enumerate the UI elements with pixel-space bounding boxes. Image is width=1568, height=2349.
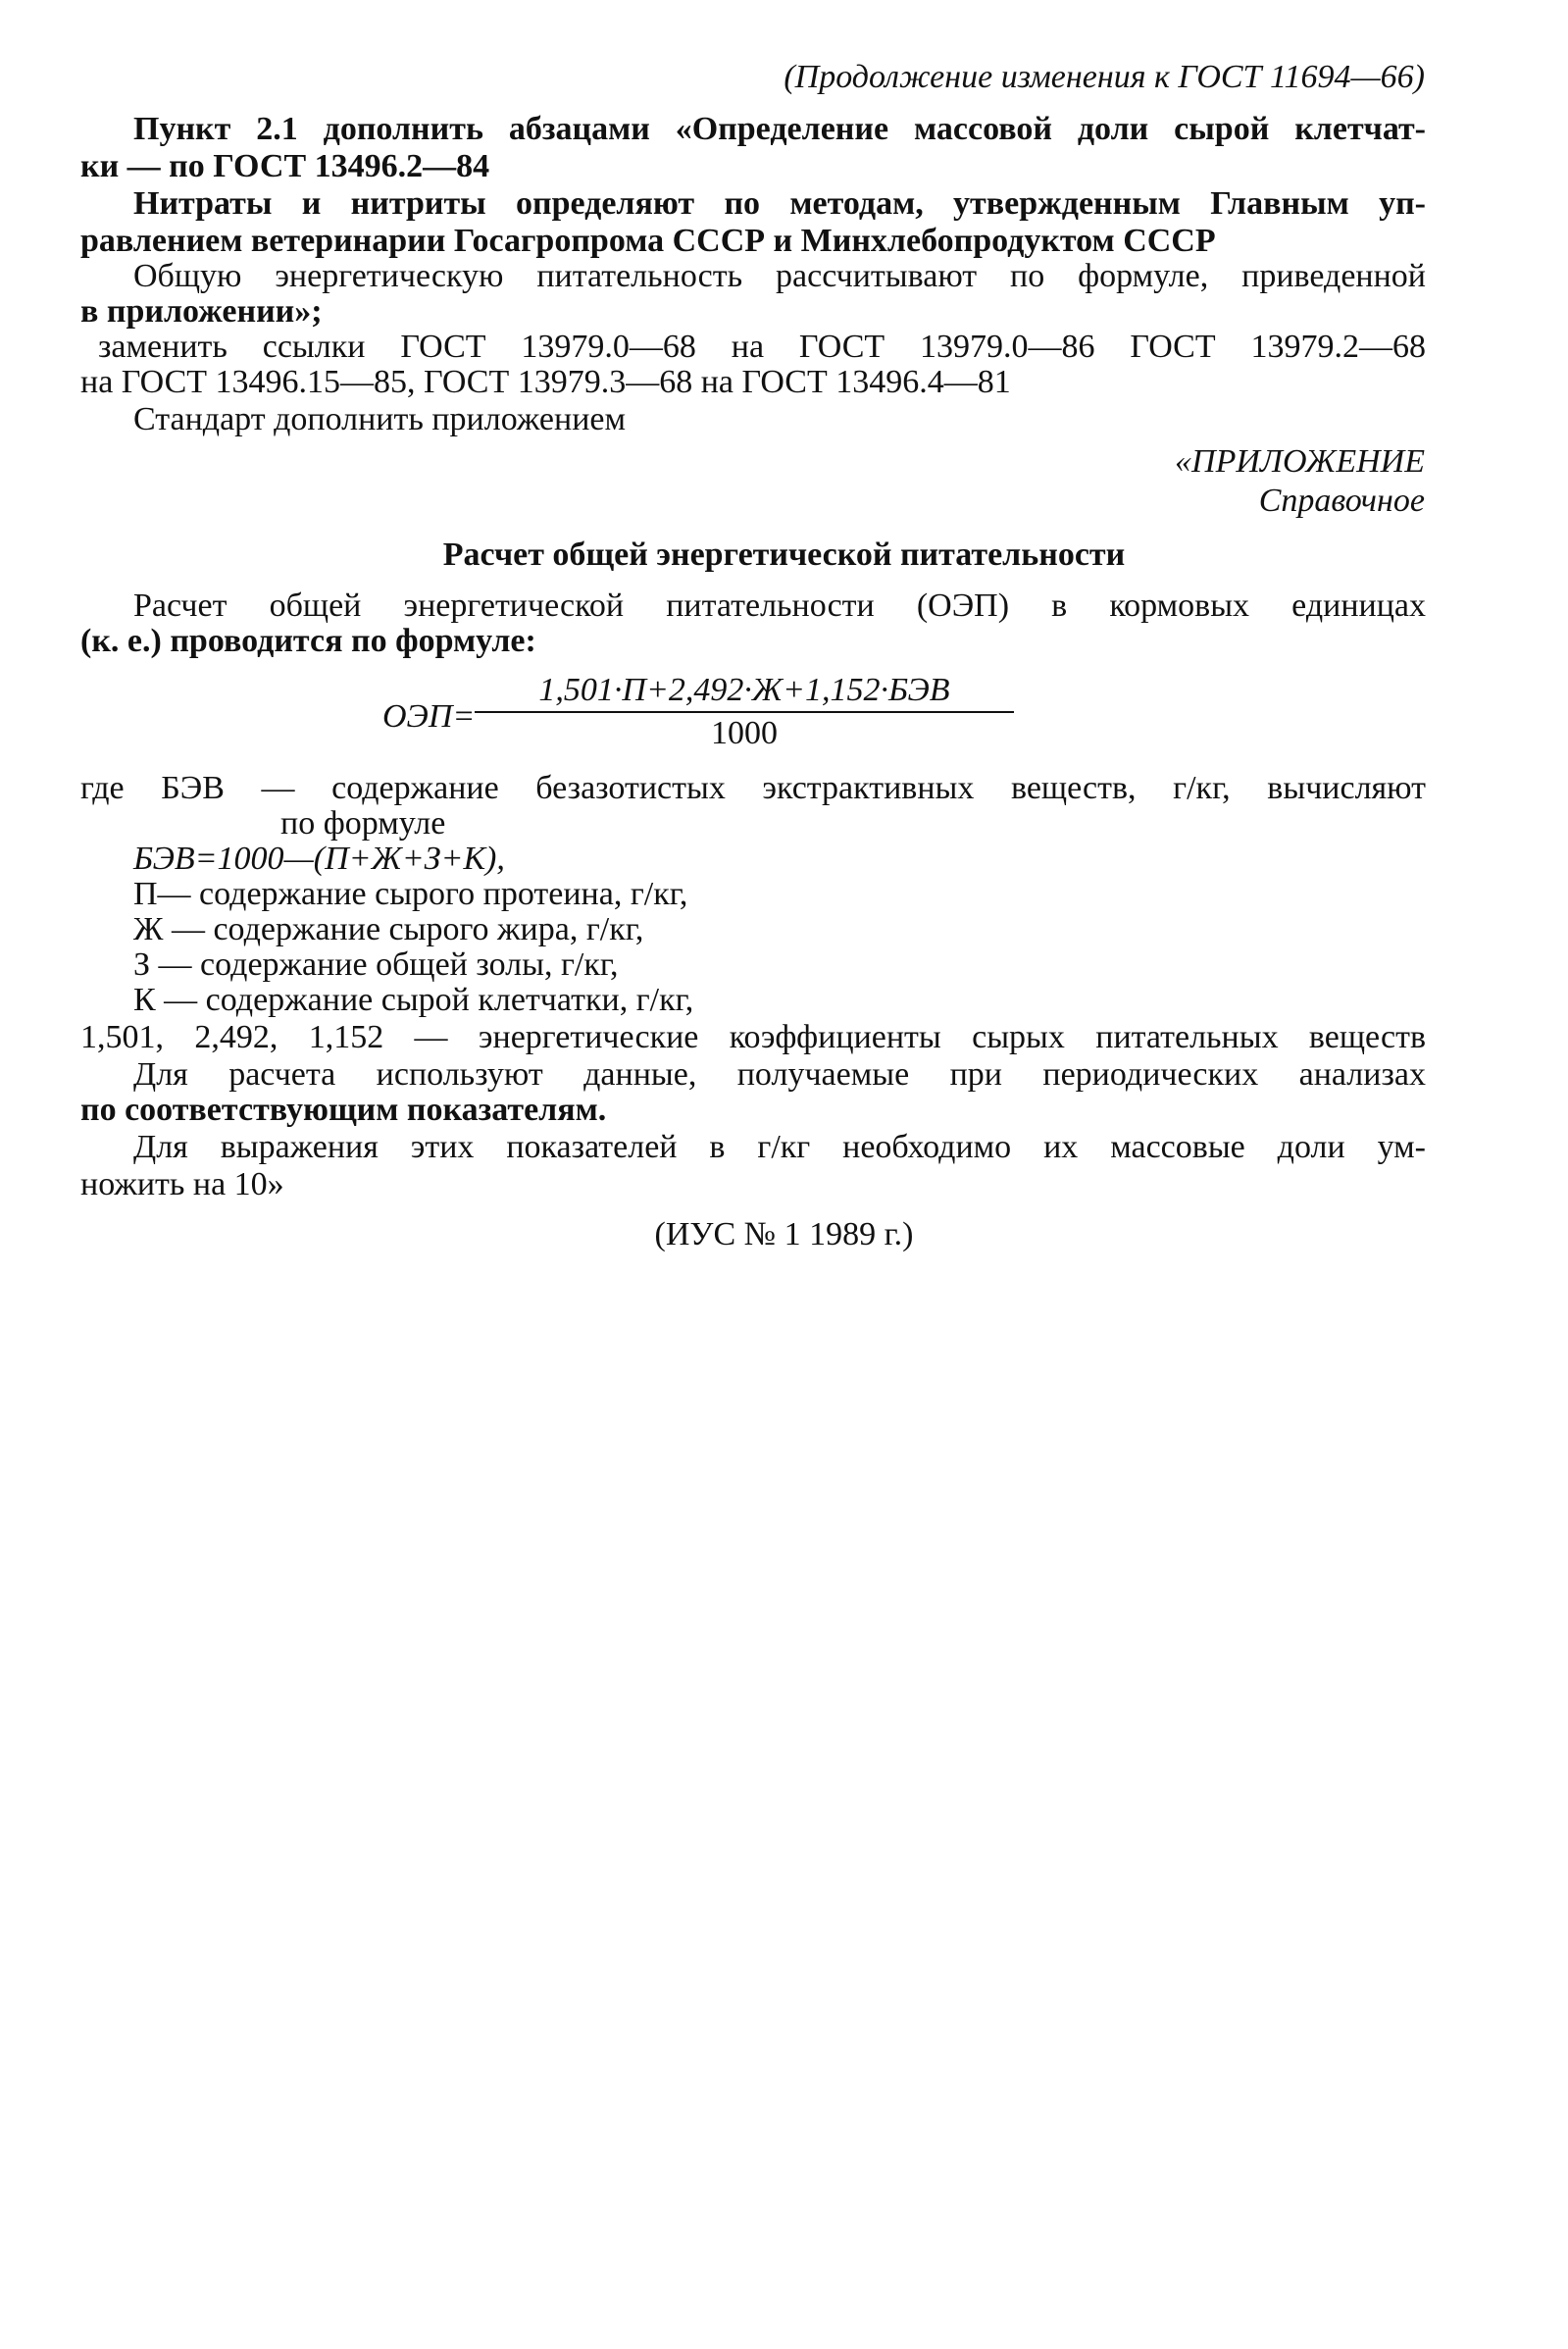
p7-line1: Для выражения этих показателей в г/кг необходимо их массовые доли ум- <box>133 1129 1426 1165</box>
p3-line2: в приложении»; <box>80 293 323 330</box>
formula-fraction <box>475 672 1014 752</box>
p2-line1: Нитраты и нитриты определяют по методам, утвержденным Главным уп- <box>133 185 1426 222</box>
where-line3: БЭВ=1000—(П+Ж+З+К), <box>133 841 505 877</box>
p4-line2: на ГОСТ 13496.15—85, ГОСТ 13979.3—68 на ГОСТ 13496.4—81 <box>80 364 1011 400</box>
intro-line2: (к. е.) проводится по формуле: <box>80 623 536 659</box>
where-line1: где БЭВ — содержание безазотистых экстрактивных веществ, г/кг, вычисляют <box>80 770 1426 806</box>
where-line5: Ж — содержание сырого жира, г/кг, <box>133 911 644 947</box>
where-line6: З — содержание общей золы, г/кг, <box>133 946 619 983</box>
annex-subtitle: Справочное <box>1258 483 1425 519</box>
p7-line2: ножить на 10» <box>80 1166 284 1202</box>
formula-lhs: ОЭП= <box>382 698 476 735</box>
p1-line1: Пункт 2.1 дополнить абзацами «Определение массовой доли сырой клетчат- <box>133 111 1426 147</box>
where-line4: П— содержание сырого протеина, г/кг, <box>133 876 688 912</box>
continuation-header: (Продолжение изменения к ГОСТ 11694—66) <box>784 59 1425 95</box>
p6-line2: по соответствующим показателям. <box>80 1092 607 1128</box>
p6-line1: Для расчета используют данные, получаемые при периодических анализах <box>133 1056 1426 1093</box>
footer-note: (ИУС № 1 1989 г.) <box>654 1216 914 1252</box>
where-line7: К — содержание сырой клетчатки, г/кг, <box>133 982 694 1018</box>
annex-title: «ПРИЛОЖЕНИЕ <box>1175 443 1425 480</box>
p5-line: Стандарт дополнить приложением <box>133 401 626 437</box>
p1-line2: ки — по ГОСТ 13496.2—84 <box>80 148 490 184</box>
where-line8: 1,501, 2,492, 1,152 — энергетические коэффициенты сырых питательных веществ <box>80 1019 1426 1055</box>
formula-numerator: 1,501·П+2,492·Ж+1,152·БЭВ <box>475 672 1014 713</box>
formula-denominator: 1000 <box>711 715 778 751</box>
where-line2: по формуле <box>280 805 446 842</box>
intro-line1: Расчет общей энергетической питательности (ОЭП) в кормовых единицах <box>133 587 1426 624</box>
p2-line2: равлением ветеринарии Госагропрома СССР и Минхлебопродуктом СССР <box>80 223 1216 259</box>
p4-line1: заменить ссылки ГОСТ 13979.0—68 на ГОСТ 13979.0—86 ГОСТ 13979.2—68 <box>98 329 1426 365</box>
section-title: Расчет общей энергетической питательности <box>442 536 1126 573</box>
p3-line1: Общую энергетическую питательность рассчитывают по формуле, приведенной <box>133 258 1426 294</box>
